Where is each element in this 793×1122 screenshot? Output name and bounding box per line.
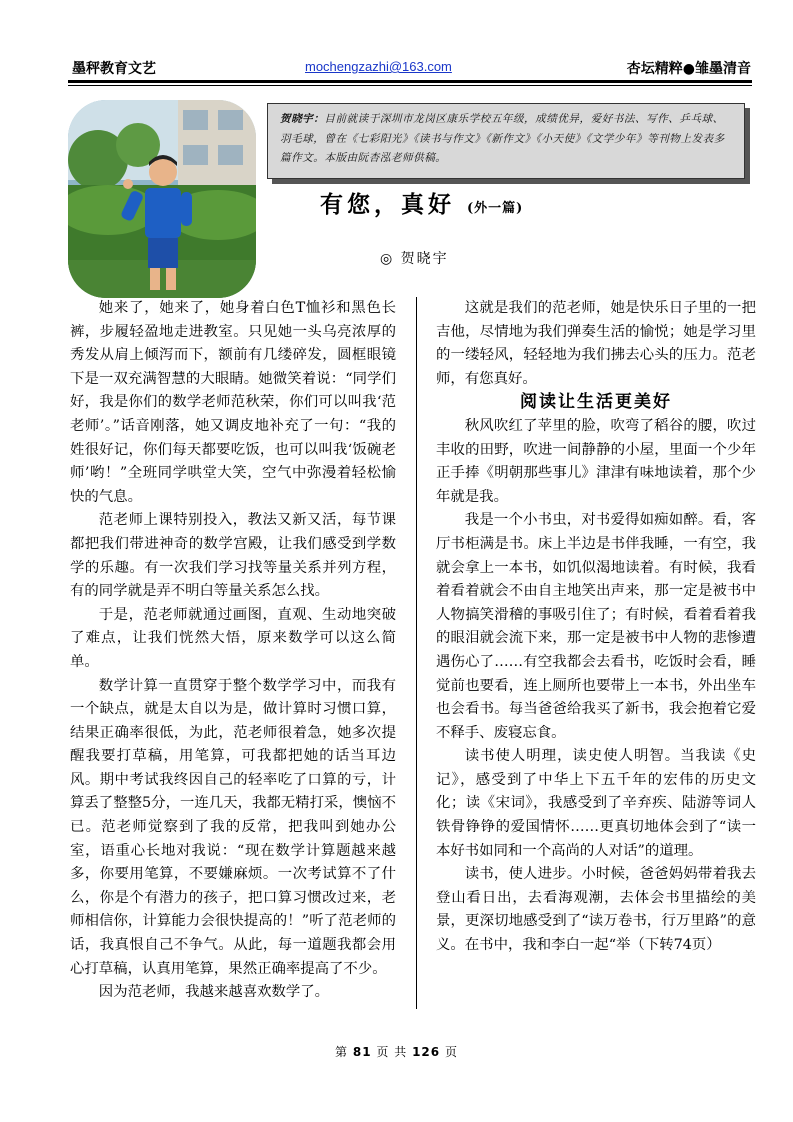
- article-title-suffix: (外一篇): [467, 201, 524, 216]
- left-column: [70, 297, 396, 1005]
- bio-name: 贺晓宇：: [280, 113, 325, 125]
- paragraph: 范老师上课特别投入，教法又新又活，每节课都把我们带进神奇的数学宫殿，让我们感受到学数学的乐趣。有一次我们学习找等量关系并列方程，有的同学就是弄不明白等量关系怎么找。: [70, 512, 396, 600]
- paragraph: 于是，范老师就通过画图，直观、生动地突破了难点，让我们恍然大悟，原来数学可以这么简单。: [70, 606, 396, 670]
- paragraph: 我是一个小书虫，对书爱得如痴如醉。看，客厅书柜满是书。床上半边是书伴我睡，一有空，我就会拿上一本书，如饥似渴地读着。有时候，我看着看着就会不由自主地笑出声来，那一定是被书中人物搞笑滑稽的事吸引住了；有时候，看着看着我的眼泪就会流下来，那一定是被书中人物的悲惨遭遇伤心了……有空我都会去看书，吃饭时会看，睡觉前也要看，连上厕所也要带上一本书，外出坐车也会看书。每当爸爸给我买了新书，我会抱着它爱不释手、废寝忘食。: [436, 512, 756, 741]
- paragraph: 读书，使人进步。小时候，爸爸妈妈带着我去登山看日出，去看海观潮，去体会书里描绘的美景，更深切地感受到了“读万卷书，行万里路”的意义。在书中，我和李白一起“举（下转74页）: [436, 866, 756, 954]
- header-rule-thick: [68, 80, 752, 83]
- page-footer: [0, 1043, 793, 1060]
- second-article-title: 阅读让生活更美好: [520, 392, 672, 413]
- paragraph: 这就是我们的范老师，她是快乐日子里的一把吉他，尽情地为我们弹奏生活的愉悦；她是学习里的一缕轻风，轻轻地为我们拂去心头的压力。范老师，有您真好。: [436, 300, 756, 387]
- total-pages: 126: [412, 1045, 441, 1059]
- paragraph: 秋风吹红了苹里的脸，吹弯了稻谷的腰，吹过丰收的田野，吹进一间静静的小屋，里面一个少年正手捧《明朝那些事儿》津津有味地读着，那个少年就是我。: [436, 417, 756, 505]
- paragraph: 她来了，她来了，她身着白色T恤衫和黑色长裤，步履轻盈地走进教室。只见她一头乌亮浓厚的秀发从肩上倾泻而下，额前有几缕碎发，圆框眼镜下是一双充满智慧的大眼睛。她微笑着说：“同学们好，我是你们的数学老师范秋荣，你们可以叫我‘范老师’。”话音刚落，她又调皮地补充了一句：“我的姓很好记，你们每天都要吃饭，也可以叫我‘饭碗老师’哟！”全班同学哄堂大笑，空气中弥漫着轻松愉快的气息。: [70, 300, 396, 505]
- bio-text: 目前就读于深圳市龙岗区康乐学校五年级，成绩优异，爱好书法、写作、乒乓球、羽毛球，曾在《七彩阳光》《读书与作文》《新作文》《小天使》《文学少年》等刊物上发表多篇作文。本版由阮杏泓老师供稿。: [280, 113, 725, 164]
- article-title-main: 有您，真好: [320, 191, 455, 218]
- footer-suffix: 页: [444, 1045, 458, 1059]
- footer-prefix: 第: [335, 1045, 349, 1059]
- author-bio: [267, 103, 745, 179]
- page-number: 81: [352, 1045, 372, 1059]
- header-rule-thin: [68, 85, 752, 86]
- section-name: 杏坛精粹●雏墨清音: [626, 61, 751, 77]
- column-divider: [416, 297, 417, 1009]
- journal-name: 墨秤教育文艺: [72, 61, 156, 77]
- right-column: [436, 297, 756, 958]
- email-link[interactable]: mochengzazhi@163.com: [305, 59, 452, 74]
- paragraph: 读书使人明理，读史使人明智。当我读《史记》，感受到了中华上下五千年的宏伟的历史文化；读《宋词》，我感受到了辛弃疾、陆游等词人铁骨铮铮的爱国情怀……更真切地体会到了“读一本好书如同和一个高尚的人对话”的道理。: [436, 748, 756, 859]
- paragraph: 因为范老师，我越来越喜欢数学了。: [98, 984, 330, 1001]
- footer-middle: 页 共: [376, 1045, 408, 1059]
- author-photo: [68, 100, 256, 298]
- article-author: ◎ 贺晓宇: [380, 251, 449, 267]
- paragraph: 数学计算一直贯穿于整个数学学习中，而我有一个缺点，就是太自以为是，做计算时习惯口算，结果正确率很低，为此，范老师很着急，她多次提醒我要打草稿，用笔算，可我都把她的话当耳边风。期中考试我终因自己的轻率吃了口算的亏，计算丢了整整5分，一连几天，我都无精打采，懊恼不已。范老师觉察到了我的反常，把我叫到她办公室，语重心长地对我说：“现在数学计算题越来越多，你要用笔算，不要嫌麻烦。一次考试算不了什么，你是个有潜力的孩子，把口算习惯改过来，老师相信你，计算能力会很快提高的！”听了范老师的话，我真恨自己不争气。从此，每一道题我都会用心打草稿，认真用笔算，果然正确率提高了不少。: [70, 677, 396, 977]
- article-title: [320, 186, 523, 219]
